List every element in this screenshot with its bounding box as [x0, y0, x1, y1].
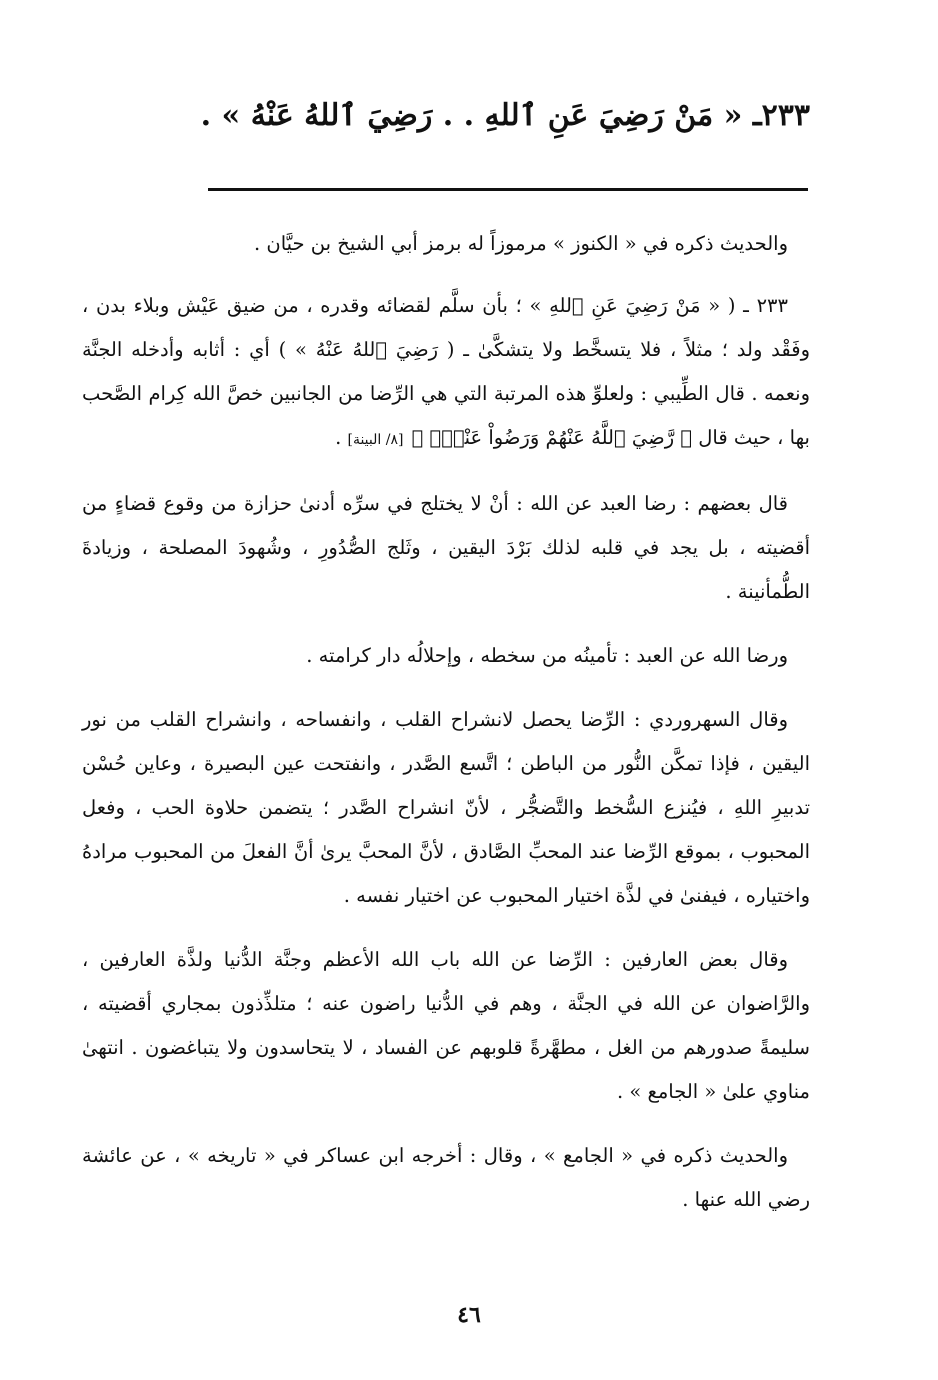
paragraph-hadith-explanation: [82, 284, 810, 462]
hadith-heading: ٢٣٣ـ « مَنْ رَضِيَ عَنِ ٱللهِ . . رَضِيَ ٱللهُ عَنْهُ » .: [200, 98, 810, 133]
commentary-body: [82, 222, 810, 1232]
paragraph-source-note: والحديث ذكره في « الكنوز » مرموزاً له برمز أبي الشيخ بن حيَّان .: [254, 232, 788, 255]
paragraph-god-contentment: ورضا الله عن العبد : تأمينُه من سخطه ، وإحلالُه دار كرامته .: [306, 644, 788, 667]
paragraph-servant-contentment: قال بعضهم : رضا العبد عن الله : أنْ لا يختلج في سرِّه أدنىٰ حزازة من وقوع قضاءٍ من أقضيته ، بل يجد في قلبه لذلك بَرْدَ اليقين ، وثَلج الصُّدُورِ ، وشُهودَ المصلحة ، وزيادةَ الطُّمأنينة .: [82, 492, 810, 603]
page-number: ٤٦: [457, 1302, 481, 1328]
paragraph-suhrawardi: وقال السهروردي : الرِّضا يحصل لانشراح القلب ، وانفساحه ، وانشراح القلب من نور اليقين ، فإذا تمكَّن النُّور من الباطن ؛ اتَّسع الصَّدر ، وانفتحت عين البصيرة ، وعاين حُسْن تدبيرِ اللهِ ، فيُنزع السُّخط والتَّضجُّر ، لأنّ انشراح الصَّدر ؛ يتضمن حلاوة الحب ، وفعل المحبوب ، بموقع الرِّضا عند المحبِّ الصَّادق ، لأنَّ المحبَّ يرىٰ أنَّ الفعلَ من المحبوب مرادهُ واختياره ، فيفنىٰ في لذَّة اختيار المحبوب عن اختيار نفسه .: [82, 708, 810, 907]
paragraph-hadith-explanation-text: ٢٣٣ ـ ( « مَنْ رَضِيَ عَنِ ٱللهِ » ؛ بأن سلَّم لقضائه وقدره ، من ضيق عَيْش وبلاء بدن ، وفَقْد ولد ؛ مثلاً ، فلا يتسخَّط ولا يتشكَّىٰ ـ ( رَضِيَ ٱللهُ عَنْهُ » ) أي : أثابه وأدخله الجنَّة ونعمه . قال الطِّيبي : ولعلوِّ هذه المرتبة التي هي الرِّضا من الجانبين خصَّ الله كِرام الصَّحب بها ، حيث قال ﴿ رَّضِيَ ٱللَّهُ عَنْهُمْ وَرَضُواْ عَنْهُۚ ﴾: [82, 294, 810, 449]
quran-citation: [٨/ البينة]: [347, 432, 404, 448]
heading-divider: [208, 188, 808, 191]
paragraph-jami-source: والحديث ذكره في « الجامع » ، وقال : أخرجه ابن عساكر في « تاريخه » ، عن عائشة رضي الله عنها .: [82, 1144, 810, 1211]
paragraph-arifin: وقال بعض العارفين : الرِّضا عن الله باب الله الأعظم وجنَّة الدُّنيا ولذَّة العارفين ، والرَّاضوان عن الله في الجنَّة ، وهم في الدُّنيا راضون عنه ؛ متلذِّذون بمجاري أقضيته ، سليمةً صدورهم من الغل ، مطهَّرةً قلوبهم عن الفساد ، لا يتحاسدون ولا يتباغضون . انتهىٰ مناوي علىٰ « الجامع » .: [82, 948, 810, 1103]
paragraph-end-mark: .: [335, 426, 348, 449]
